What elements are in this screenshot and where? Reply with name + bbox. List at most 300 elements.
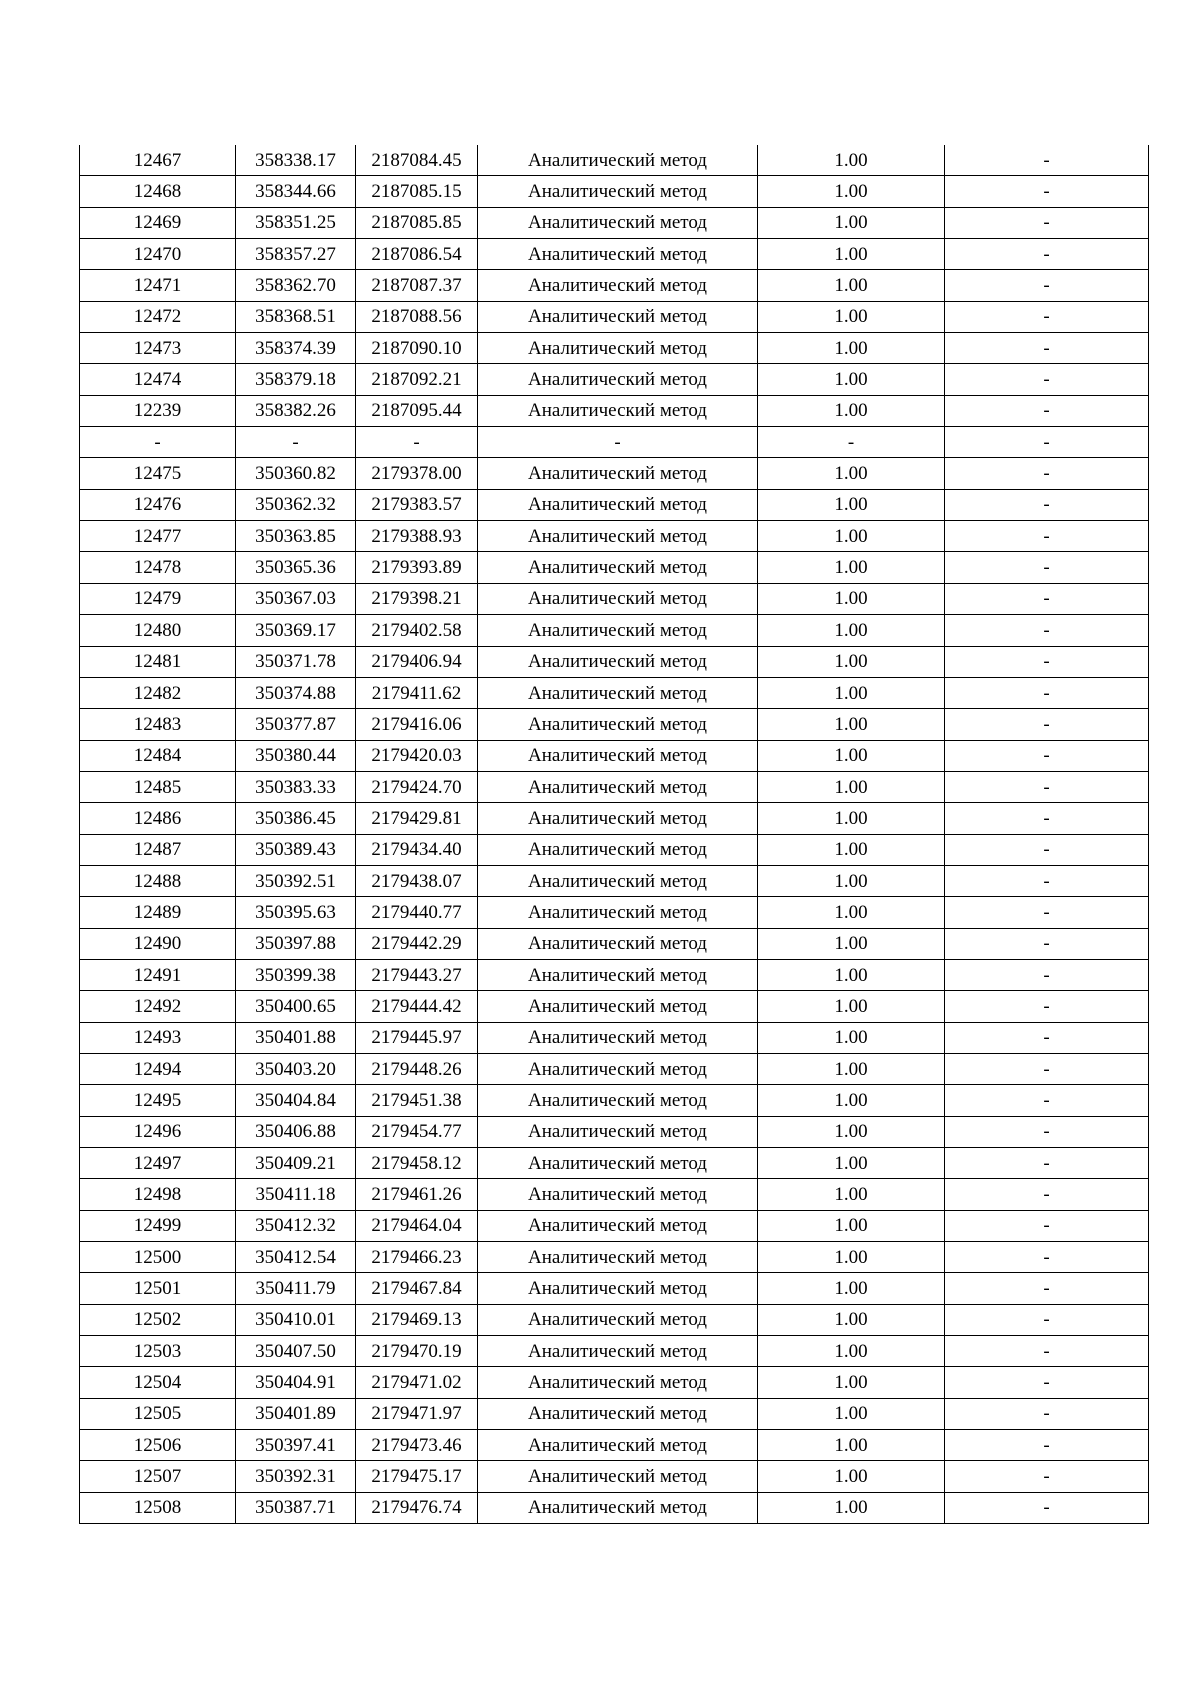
x-coordinate-cell: 350392.31 [236, 1461, 356, 1492]
note-cell: - [945, 333, 1149, 364]
table-row [80, 928, 1149, 959]
accuracy-cell: 1.00 [758, 1398, 945, 1429]
point-number-cell: 12496 [80, 1116, 236, 1147]
table-row [80, 458, 1149, 489]
method-cell: Аналитический метод [478, 1336, 758, 1367]
y-coordinate-cell: 2179440.77 [356, 897, 478, 928]
note-cell: - [945, 1304, 1149, 1335]
method-cell: Аналитический метод [478, 834, 758, 865]
point-number-cell: 12481 [80, 646, 236, 677]
note-cell: - [945, 646, 1149, 677]
method-cell: Аналитический метод [478, 301, 758, 332]
note-cell: - [945, 834, 1149, 865]
accuracy-cell: 1.00 [758, 1148, 945, 1179]
y-coordinate-cell: 2179406.94 [356, 646, 478, 677]
x-coordinate-cell: 350410.01 [236, 1304, 356, 1335]
note-cell: - [945, 1336, 1149, 1367]
x-coordinate-cell: 350386.45 [236, 803, 356, 834]
note-cell: - [945, 615, 1149, 646]
table-row [80, 364, 1149, 395]
x-coordinate-cell: 350397.88 [236, 928, 356, 959]
table-row [80, 615, 1149, 646]
method-cell: Аналитический метод [478, 959, 758, 990]
method-cell: Аналитический метод [478, 145, 758, 176]
note-cell: - [945, 583, 1149, 614]
table-row [80, 427, 1149, 458]
method-cell: Аналитический метод [478, 364, 758, 395]
y-coordinate-cell: 2179476.74 [356, 1492, 478, 1523]
accuracy-cell: - [758, 427, 945, 458]
note-cell: - [945, 1430, 1149, 1461]
accuracy-cell: 1.00 [758, 145, 945, 176]
table-row [80, 552, 1149, 583]
note-cell: - [945, 176, 1149, 207]
y-coordinate-cell: 2187088.56 [356, 301, 478, 332]
point-number-cell: 12482 [80, 677, 236, 708]
method-cell: Аналитический метод [478, 677, 758, 708]
accuracy-cell: 1.00 [758, 803, 945, 834]
point-number-cell: 12491 [80, 959, 236, 990]
y-coordinate-cell: 2179398.21 [356, 583, 478, 614]
x-coordinate-cell: 350363.85 [236, 521, 356, 552]
method-cell: Аналитический метод [478, 1492, 758, 1523]
point-number-cell: 12480 [80, 615, 236, 646]
method-cell: Аналитический метод [478, 771, 758, 802]
y-coordinate-cell: 2179434.40 [356, 834, 478, 865]
note-cell: - [945, 803, 1149, 834]
x-coordinate-cell: 350404.91 [236, 1367, 356, 1398]
point-number-cell: 12490 [80, 928, 236, 959]
accuracy-cell: 1.00 [758, 521, 945, 552]
y-coordinate-cell: 2187092.21 [356, 364, 478, 395]
y-coordinate-cell: 2179471.97 [356, 1398, 478, 1429]
table-row [80, 709, 1149, 740]
x-coordinate-cell: - [236, 427, 356, 458]
table-row [80, 1179, 1149, 1210]
point-number-cell: 12483 [80, 709, 236, 740]
x-coordinate-cell: 358351.25 [236, 207, 356, 238]
accuracy-cell: 1.00 [758, 1367, 945, 1398]
note-cell: - [945, 427, 1149, 458]
point-number-cell: 12478 [80, 552, 236, 583]
accuracy-cell: 1.00 [758, 771, 945, 802]
table-row [80, 1492, 1149, 1523]
point-number-cell: 12470 [80, 239, 236, 270]
y-coordinate-cell: 2187095.44 [356, 395, 478, 426]
method-cell: Аналитический метод [478, 1304, 758, 1335]
note-cell: - [945, 991, 1149, 1022]
accuracy-cell: 1.00 [758, 583, 945, 614]
y-coordinate-cell: 2187085.15 [356, 176, 478, 207]
y-coordinate-cell: 2179438.07 [356, 865, 478, 896]
x-coordinate-cell: 350377.87 [236, 709, 356, 740]
note-cell: - [945, 1210, 1149, 1241]
accuracy-cell: 1.00 [758, 1210, 945, 1241]
y-coordinate-cell: 2179467.84 [356, 1273, 478, 1304]
method-cell: Аналитический метод [478, 176, 758, 207]
accuracy-cell: 1.00 [758, 959, 945, 990]
x-coordinate-cell: 350380.44 [236, 740, 356, 771]
table-row [80, 207, 1149, 238]
point-number-cell: 12494 [80, 1053, 236, 1084]
accuracy-cell: 1.00 [758, 709, 945, 740]
accuracy-cell: 1.00 [758, 301, 945, 332]
table-row [80, 1116, 1149, 1147]
point-number-cell: 12477 [80, 521, 236, 552]
point-number-cell: 12504 [80, 1367, 236, 1398]
table-row [80, 740, 1149, 771]
point-number-cell: 12472 [80, 301, 236, 332]
x-coordinate-cell: 350412.54 [236, 1242, 356, 1273]
point-number-cell: 12492 [80, 991, 236, 1022]
note-cell: - [945, 145, 1149, 176]
x-coordinate-cell: 350401.88 [236, 1022, 356, 1053]
accuracy-cell: 1.00 [758, 1116, 945, 1147]
point-number-cell: 12498 [80, 1179, 236, 1210]
note-cell: - [945, 1179, 1149, 1210]
accuracy-cell: 1.00 [758, 677, 945, 708]
accuracy-cell: 1.00 [758, 834, 945, 865]
y-coordinate-cell: 2187085.85 [356, 207, 478, 238]
y-coordinate-cell: 2179429.81 [356, 803, 478, 834]
y-coordinate-cell: 2179473.46 [356, 1430, 478, 1461]
accuracy-cell: 1.00 [758, 1336, 945, 1367]
table-row [80, 1273, 1149, 1304]
table-row [80, 646, 1149, 677]
method-cell: Аналитический метод [478, 803, 758, 834]
point-number-cell: 12473 [80, 333, 236, 364]
note-cell: - [945, 552, 1149, 583]
x-coordinate-cell: 350399.38 [236, 959, 356, 990]
accuracy-cell: 1.00 [758, 1242, 945, 1273]
note-cell: - [945, 458, 1149, 489]
table-row [80, 239, 1149, 270]
accuracy-cell: 1.00 [758, 1179, 945, 1210]
accuracy-cell: 1.00 [758, 239, 945, 270]
method-cell: Аналитический метод [478, 865, 758, 896]
table-row [80, 395, 1149, 426]
point-number-cell: 12500 [80, 1242, 236, 1273]
point-number-cell: 12489 [80, 897, 236, 928]
y-coordinate-cell: 2179469.13 [356, 1304, 478, 1335]
point-number-cell: 12488 [80, 865, 236, 896]
method-cell: Аналитический метод [478, 583, 758, 614]
method-cell: Аналитический метод [478, 270, 758, 301]
table-row [80, 1242, 1149, 1273]
table-row [80, 1398, 1149, 1429]
x-coordinate-cell: 350409.21 [236, 1148, 356, 1179]
method-cell: Аналитический метод [478, 395, 758, 426]
point-number-cell: 12487 [80, 834, 236, 865]
x-coordinate-cell: 358362.70 [236, 270, 356, 301]
y-coordinate-cell: 2187090.10 [356, 333, 478, 364]
y-coordinate-cell: 2179416.06 [356, 709, 478, 740]
method-cell: Аналитический метод [478, 1398, 758, 1429]
point-number-cell: 12471 [80, 270, 236, 301]
note-cell: - [945, 865, 1149, 896]
method-cell: Аналитический метод [478, 521, 758, 552]
x-coordinate-cell: 350404.84 [236, 1085, 356, 1116]
x-coordinate-cell: 350403.20 [236, 1053, 356, 1084]
accuracy-cell: 1.00 [758, 865, 945, 896]
y-coordinate-cell: 2179458.12 [356, 1148, 478, 1179]
note-cell: - [945, 740, 1149, 771]
y-coordinate-cell: - [356, 427, 478, 458]
table-row [80, 1430, 1149, 1461]
y-coordinate-cell: 2179445.97 [356, 1022, 478, 1053]
note-cell: - [945, 897, 1149, 928]
y-coordinate-cell: 2179448.26 [356, 1053, 478, 1084]
y-coordinate-cell: 2179451.38 [356, 1085, 478, 1116]
x-coordinate-cell: 350383.33 [236, 771, 356, 802]
method-cell: Аналитический метод [478, 1053, 758, 1084]
y-coordinate-cell: 2179424.70 [356, 771, 478, 802]
y-coordinate-cell: 2179461.26 [356, 1179, 478, 1210]
point-number-cell: 12506 [80, 1430, 236, 1461]
table-row [80, 677, 1149, 708]
method-cell: Аналитический метод [478, 239, 758, 270]
accuracy-cell: 1.00 [758, 333, 945, 364]
y-coordinate-cell: 2179464.04 [356, 1210, 478, 1241]
method-cell: Аналитический метод [478, 1242, 758, 1273]
x-coordinate-cell: 350369.17 [236, 615, 356, 646]
note-cell: - [945, 1242, 1149, 1273]
note-cell: - [945, 1273, 1149, 1304]
point-number-cell: 12486 [80, 803, 236, 834]
x-coordinate-cell: 358374.39 [236, 333, 356, 364]
note-cell: - [945, 489, 1149, 520]
y-coordinate-cell: 2179471.02 [356, 1367, 478, 1398]
note-cell: - [945, 771, 1149, 802]
x-coordinate-cell: 350362.32 [236, 489, 356, 520]
x-coordinate-cell: 358357.27 [236, 239, 356, 270]
accuracy-cell: 1.00 [758, 1273, 945, 1304]
table-body [80, 145, 1149, 1524]
accuracy-cell: 1.00 [758, 207, 945, 238]
y-coordinate-cell: 2179442.29 [356, 928, 478, 959]
method-cell: Аналитический метод [478, 646, 758, 677]
note-cell: - [945, 959, 1149, 990]
note-cell: - [945, 1461, 1149, 1492]
method-cell: Аналитический метод [478, 928, 758, 959]
point-number-cell: 12475 [80, 458, 236, 489]
note-cell: - [945, 521, 1149, 552]
accuracy-cell: 1.00 [758, 395, 945, 426]
point-number-cell: 12507 [80, 1461, 236, 1492]
table-row [80, 834, 1149, 865]
point-number-cell: 12501 [80, 1273, 236, 1304]
table-row [80, 1053, 1149, 1084]
accuracy-cell: 1.00 [758, 1304, 945, 1335]
note-cell: - [945, 1116, 1149, 1147]
point-number-cell: 12474 [80, 364, 236, 395]
method-cell: Аналитический метод [478, 615, 758, 646]
accuracy-cell: 1.00 [758, 1053, 945, 1084]
accuracy-cell: 1.00 [758, 1492, 945, 1523]
x-coordinate-cell: 350360.82 [236, 458, 356, 489]
method-cell: Аналитический метод [478, 458, 758, 489]
method-cell: Аналитический метод [478, 991, 758, 1022]
note-cell: - [945, 207, 1149, 238]
x-coordinate-cell: 350365.36 [236, 552, 356, 583]
y-coordinate-cell: 2179475.17 [356, 1461, 478, 1492]
coordinates-table [79, 145, 1149, 1524]
point-number-cell: 12467 [80, 145, 236, 176]
accuracy-cell: 1.00 [758, 1430, 945, 1461]
accuracy-cell: 1.00 [758, 458, 945, 489]
x-coordinate-cell: 350412.32 [236, 1210, 356, 1241]
accuracy-cell: 1.00 [758, 1022, 945, 1053]
y-coordinate-cell: 2187087.37 [356, 270, 478, 301]
x-coordinate-cell: 350397.41 [236, 1430, 356, 1461]
x-coordinate-cell: 358379.18 [236, 364, 356, 395]
method-cell: Аналитический метод [478, 897, 758, 928]
note-cell: - [945, 1053, 1149, 1084]
point-number-cell: 12502 [80, 1304, 236, 1335]
method-cell: Аналитический метод [478, 740, 758, 771]
point-number-cell: 12476 [80, 489, 236, 520]
table-row [80, 1304, 1149, 1335]
table-row [80, 1336, 1149, 1367]
y-coordinate-cell: 2179420.03 [356, 740, 478, 771]
method-cell: Аналитический метод [478, 709, 758, 740]
x-coordinate-cell: 350411.18 [236, 1179, 356, 1210]
method-cell: Аналитический метод [478, 1022, 758, 1053]
method-cell: Аналитический метод [478, 1430, 758, 1461]
x-coordinate-cell: 350367.03 [236, 583, 356, 614]
method-cell: Аналитический метод [478, 1210, 758, 1241]
accuracy-cell: 1.00 [758, 176, 945, 207]
note-cell: - [945, 1085, 1149, 1116]
x-coordinate-cell: 350406.88 [236, 1116, 356, 1147]
accuracy-cell: 1.00 [758, 552, 945, 583]
point-number-cell: 12499 [80, 1210, 236, 1241]
table-row [80, 1085, 1149, 1116]
note-cell: - [945, 395, 1149, 426]
table-row [80, 959, 1149, 990]
table-row [80, 803, 1149, 834]
table-row [80, 1461, 1149, 1492]
y-coordinate-cell: 2179383.57 [356, 489, 478, 520]
accuracy-cell: 1.00 [758, 1085, 945, 1116]
table-row [80, 270, 1149, 301]
x-coordinate-cell: 358368.51 [236, 301, 356, 332]
table-row [80, 1148, 1149, 1179]
accuracy-cell: 1.00 [758, 489, 945, 520]
x-coordinate-cell: 350387.71 [236, 1492, 356, 1523]
accuracy-cell: 1.00 [758, 615, 945, 646]
table-row [80, 521, 1149, 552]
y-coordinate-cell: 2179402.58 [356, 615, 478, 646]
note-cell: - [945, 1492, 1149, 1523]
x-coordinate-cell: 350374.88 [236, 677, 356, 708]
method-cell: Аналитический метод [478, 1461, 758, 1492]
accuracy-cell: 1.00 [758, 928, 945, 959]
y-coordinate-cell: 2179393.89 [356, 552, 478, 583]
point-number-cell: 12493 [80, 1022, 236, 1053]
table-row [80, 865, 1149, 896]
y-coordinate-cell: 2179411.62 [356, 677, 478, 708]
note-cell: - [945, 1398, 1149, 1429]
method-cell: Аналитический метод [478, 489, 758, 520]
method-cell: Аналитический метод [478, 1116, 758, 1147]
method-cell: Аналитический метод [478, 552, 758, 583]
point-number-cell: 12495 [80, 1085, 236, 1116]
method-cell: Аналитический метод [478, 1148, 758, 1179]
note-cell: - [945, 1367, 1149, 1398]
y-coordinate-cell: 2179443.27 [356, 959, 478, 990]
accuracy-cell: 1.00 [758, 991, 945, 1022]
method-cell: Аналитический метод [478, 207, 758, 238]
table-row [80, 145, 1149, 176]
point-number-cell: 12505 [80, 1398, 236, 1429]
note-cell: - [945, 1022, 1149, 1053]
y-coordinate-cell: 2187086.54 [356, 239, 478, 270]
method-cell: Аналитический метод [478, 333, 758, 364]
accuracy-cell: 1.00 [758, 897, 945, 928]
table-row [80, 1210, 1149, 1241]
x-coordinate-cell: 358338.17 [236, 145, 356, 176]
table-row [80, 1367, 1149, 1398]
point-number-cell: 12468 [80, 176, 236, 207]
y-coordinate-cell: 2179470.19 [356, 1336, 478, 1367]
point-number-cell: 12503 [80, 1336, 236, 1367]
accuracy-cell: 1.00 [758, 740, 945, 771]
accuracy-cell: 1.00 [758, 1461, 945, 1492]
note-cell: - [945, 677, 1149, 708]
note-cell: - [945, 270, 1149, 301]
table-row [80, 489, 1149, 520]
method-cell: Аналитический метод [478, 1367, 758, 1398]
method-cell: - [478, 427, 758, 458]
x-coordinate-cell: 350392.51 [236, 865, 356, 896]
x-coordinate-cell: 350400.65 [236, 991, 356, 1022]
point-number-cell: 12508 [80, 1492, 236, 1523]
x-coordinate-cell: 350389.43 [236, 834, 356, 865]
note-cell: - [945, 301, 1149, 332]
table-row [80, 897, 1149, 928]
note-cell: - [945, 364, 1149, 395]
x-coordinate-cell: 350411.79 [236, 1273, 356, 1304]
method-cell: Аналитический метод [478, 1273, 758, 1304]
y-coordinate-cell: 2179378.00 [356, 458, 478, 489]
table-row [80, 583, 1149, 614]
x-coordinate-cell: 350401.89 [236, 1398, 356, 1429]
y-coordinate-cell: 2179388.93 [356, 521, 478, 552]
x-coordinate-cell: 350407.50 [236, 1336, 356, 1367]
x-coordinate-cell: 358382.26 [236, 395, 356, 426]
note-cell: - [945, 239, 1149, 270]
method-cell: Аналитический метод [478, 1179, 758, 1210]
point-number-cell: 12497 [80, 1148, 236, 1179]
note-cell: - [945, 928, 1149, 959]
table-row [80, 176, 1149, 207]
table-row [80, 301, 1149, 332]
accuracy-cell: 1.00 [758, 270, 945, 301]
point-number-cell: 12479 [80, 583, 236, 614]
y-coordinate-cell: 2179444.42 [356, 991, 478, 1022]
x-coordinate-cell: 358344.66 [236, 176, 356, 207]
note-cell: - [945, 709, 1149, 740]
y-coordinate-cell: 2179454.77 [356, 1116, 478, 1147]
y-coordinate-cell: 2179466.23 [356, 1242, 478, 1273]
table-row [80, 1022, 1149, 1053]
point-number-cell: 12485 [80, 771, 236, 802]
note-cell: - [945, 1148, 1149, 1179]
table-row [80, 771, 1149, 802]
point-number-cell: 12484 [80, 740, 236, 771]
point-number-cell: 12469 [80, 207, 236, 238]
